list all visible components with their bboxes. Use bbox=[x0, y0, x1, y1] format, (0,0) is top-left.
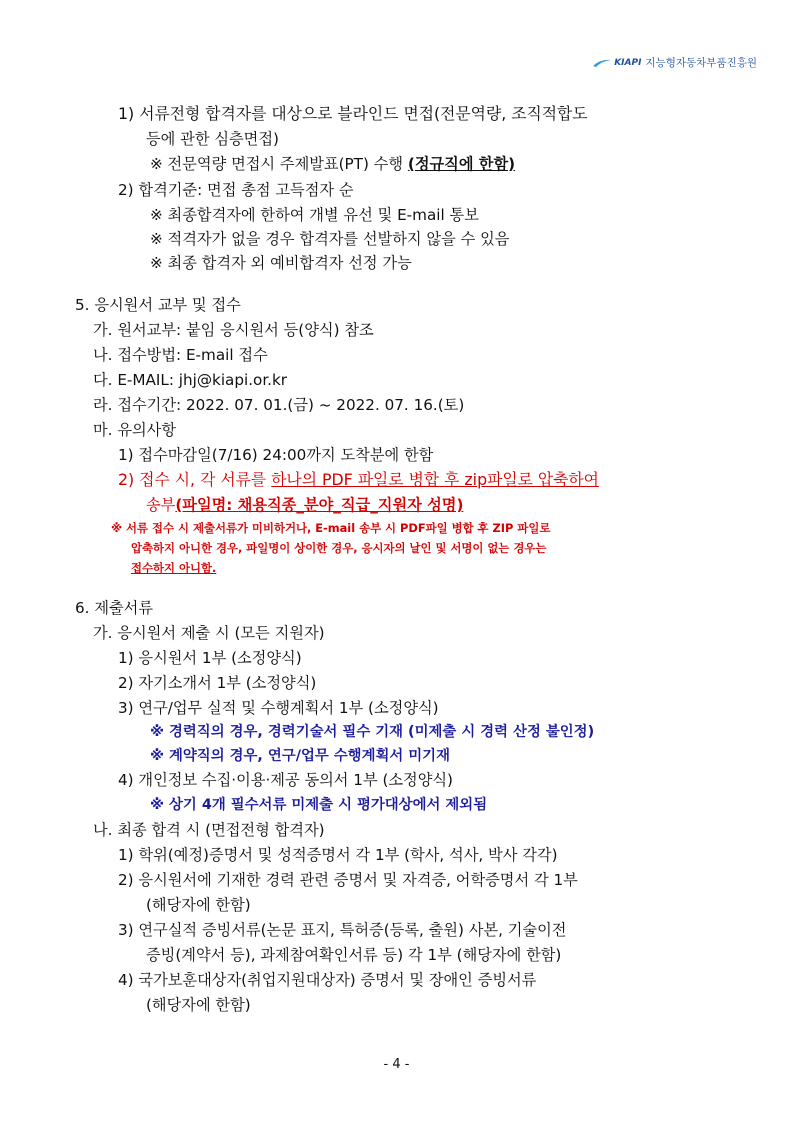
line: 마. 유의사항 bbox=[93, 421, 177, 439]
line: 등에 관한 심층면접) bbox=[146, 130, 279, 148]
line: 4) 개인정보 수집·이용·제공 동의서 1부 (소정양식) bbox=[118, 771, 453, 789]
line: 1) 응시원서 1부 (소정양식) bbox=[118, 649, 302, 667]
org-name: 지능형자동차부품진흥원 bbox=[645, 57, 757, 69]
line: (해당자에 한함) bbox=[146, 996, 251, 1014]
line: 2) 자기소개서 1부 (소정양식) bbox=[118, 674, 317, 692]
line: ※ 최종합격자에 한하여 개별 유선 및 E-mail 통보 bbox=[150, 206, 479, 224]
swoosh-icon bbox=[592, 58, 612, 68]
line: 4) 국가보훈대상자(취업지원대상자) 증명서 및 장애인 증빙서류 bbox=[118, 971, 537, 989]
line: 증빙(계약서 등), 과제참여확인서류 등) 각 1부 (해당자에 한함) bbox=[146, 946, 562, 964]
line: 송부(파일명: 채용직종_분야_직급_지원자 성명) bbox=[146, 496, 464, 514]
note-line: ※ 상기 4개 필수서류 미제출 시 평가대상에서 제외됨 bbox=[150, 797, 488, 813]
section-heading: 5. 응시원서 교부 및 접수 bbox=[75, 296, 241, 314]
line: ※ 전문역량 면접시 주제발표(PT) 수행 (정규직에 한함) bbox=[150, 155, 516, 173]
line: 1) 서류전형 합격자를 대상으로 블라인드 면접(전문역량, 조직적합도 bbox=[118, 104, 588, 123]
line: 라. 접수기간: 2022. 07. 01.(금) ~ 2022. 07. 16.(토) bbox=[93, 396, 465, 414]
kiapi-logo: KIAPI bbox=[592, 58, 641, 68]
section-heading: 6. 제출서류 bbox=[75, 599, 154, 617]
line: 3) 연구실적 증빙서류(논문 표지, 특허증(등록, 출원) 사본, 기술이전 bbox=[118, 921, 567, 939]
line: 가. 원서교부: 붙임 응시원서 등(양식) 참조 bbox=[93, 321, 374, 339]
line: 나. 최종 합격 시 (면접전형 합격자) bbox=[93, 821, 325, 839]
note-line: ※ 서류 접수 시 제출서류가 미비하거나, E-mail 송부 시 PDF파일 병합 후 ZIP 파일로 bbox=[111, 521, 551, 535]
note-line: 접수하지 아니함. bbox=[131, 561, 217, 575]
line: (해당자에 한함) bbox=[146, 896, 251, 914]
line: ※ 적격자가 없을 경우 합격자를 선발하지 않을 수 있음 bbox=[150, 230, 510, 248]
line: 나. 접수방법: E-mail 접수 bbox=[93, 346, 268, 364]
line: 1) 접수마감일(7/16) 24:00까지 도착분에 한함 bbox=[118, 446, 434, 464]
line: 다. E-MAIL: jhj@kiapi.or.kr bbox=[93, 371, 288, 389]
line: 3) 연구/업무 실적 및 수행계획서 1부 (소정양식) bbox=[118, 699, 439, 717]
page-number: - 4 - bbox=[383, 1057, 410, 1072]
emphasis: (정규직에 한함) bbox=[407, 155, 516, 173]
line: 2) 접수 시, 각 서류를 하나의 PDF 파일로 병합 후 zip파일로 압축하여 bbox=[118, 470, 599, 489]
line: 2) 응시원서에 기재한 경력 관련 증명서 및 자격증, 어학증명서 각 1부 bbox=[118, 871, 578, 889]
note-line: ※ 경력직의 경우, 경력기술서 필수 기재 (미제출 시 경력 산정 불인정) bbox=[150, 724, 595, 740]
line: ※ 최종 합격자 외 예비합격자 선정 가능 bbox=[150, 254, 412, 272]
line: 1) 학위(예정)증명서 및 성적증명서 각 1부 (학사, 석사, 박사 각각) bbox=[118, 846, 558, 864]
note-line: ※ 계약직의 경우, 연구/업무 수행계획서 미기재 bbox=[150, 748, 450, 764]
line: 2) 합격기준: 면접 총점 고득점자 순 bbox=[118, 181, 354, 199]
page-header bbox=[592, 55, 757, 70]
note-line: 압축하지 아니한 경우, 파일명이 상이한 경우, 응시자의 날인 및 서명이 없는 경우는 bbox=[131, 541, 547, 555]
line: 가. 응시원서 제출 시 (모든 지원자) bbox=[93, 624, 325, 642]
